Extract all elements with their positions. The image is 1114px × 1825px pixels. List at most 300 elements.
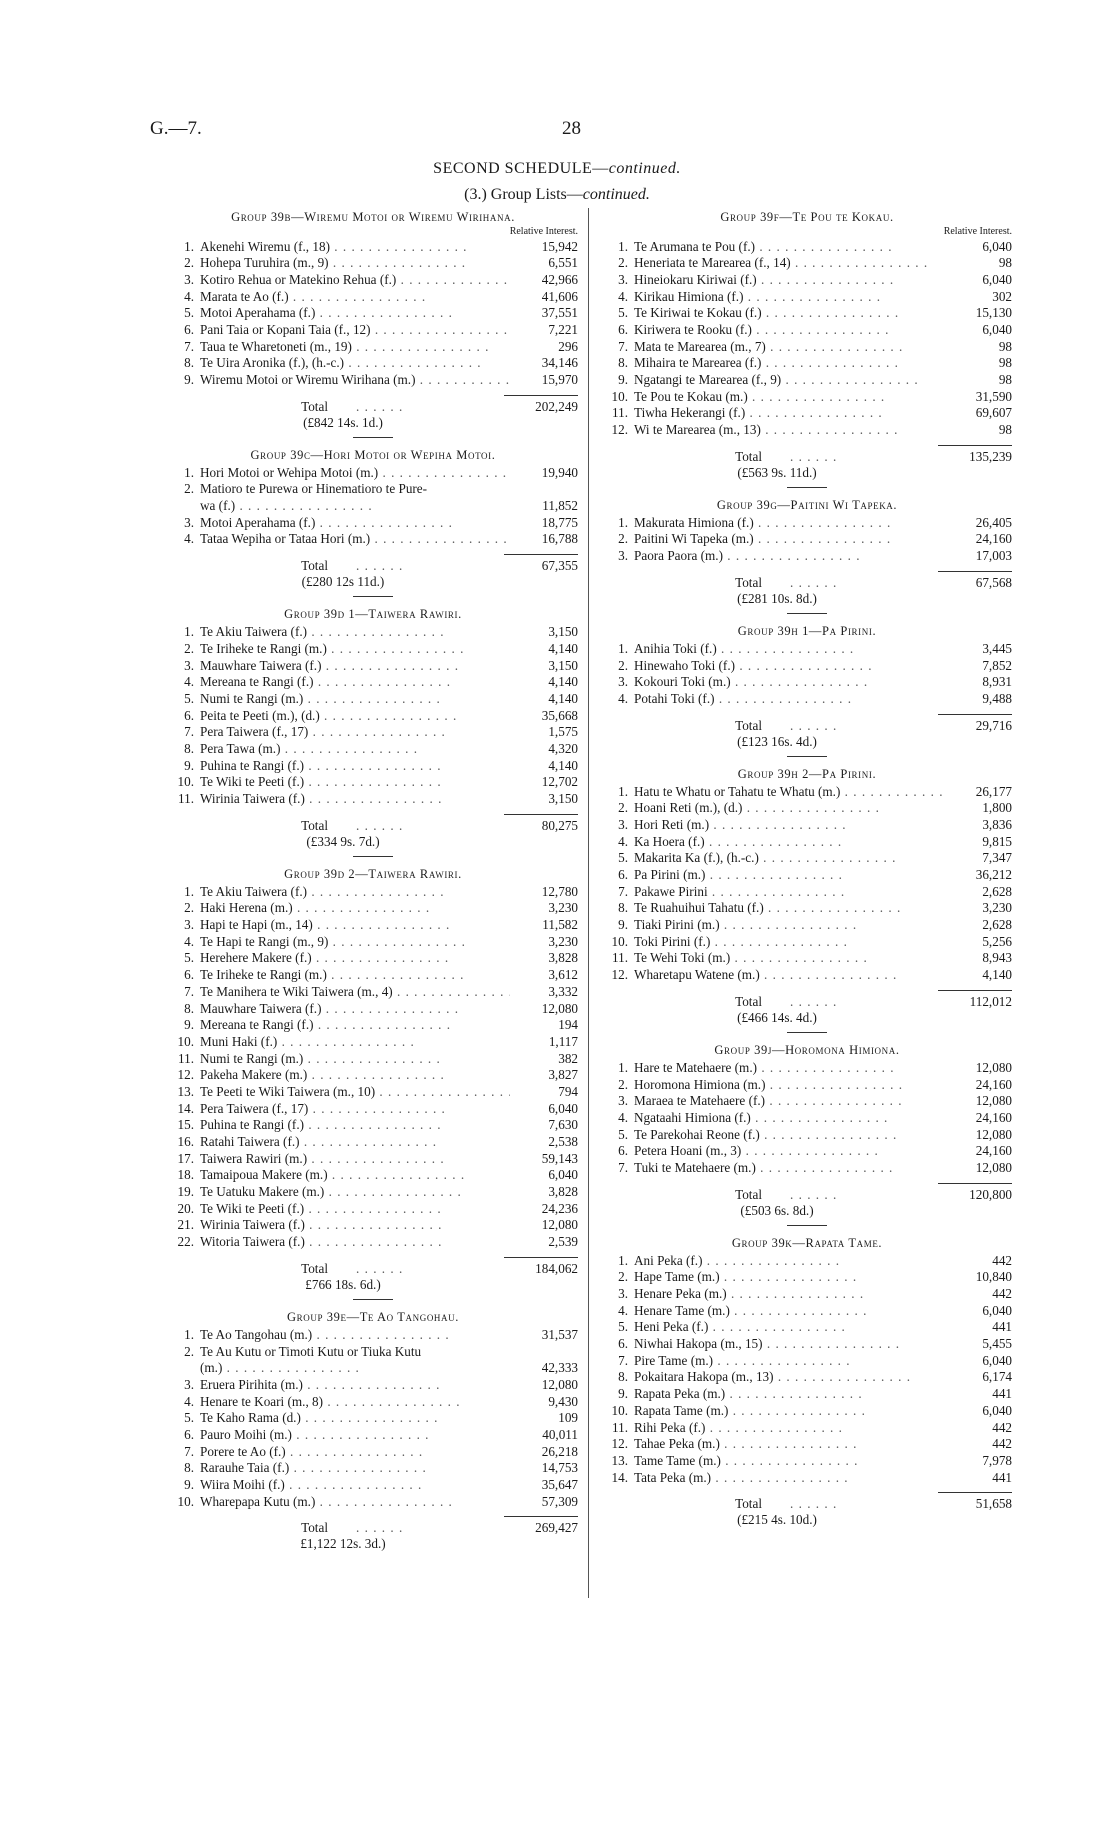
total-block [168, 1257, 578, 1293]
relative-interest-value: 19,940 [541, 464, 578, 480]
list-item [602, 1336, 1012, 1353]
list-item [168, 950, 578, 967]
relative-interest-value: 3,612 [548, 967, 578, 983]
total-row [602, 993, 1012, 1010]
item-number: 3. [618, 1286, 628, 1301]
owner-name: Kiriwera te Rooku (f.) . . [634, 322, 944, 339]
relative-interest-value: 7,630 [548, 1117, 578, 1133]
list-item [602, 674, 1012, 691]
relative-interest-value: 442 [992, 1436, 1012, 1452]
list-item [168, 1151, 578, 1168]
item-number: 3. [618, 816, 628, 832]
owner-name: Motoi Aperahama (f.) . . [200, 515, 510, 532]
list-item [168, 967, 578, 984]
owner-name: Te Akiu Taiwera (f.) . . [200, 884, 510, 901]
owner-name: Hineiokaru Kiriwai (f.) . . [634, 272, 944, 289]
group-title: Group 39d 2—Taiwera Rawiri. [284, 866, 462, 881]
owner-name: Tame Tame (m.) . . [634, 1453, 944, 1470]
list-item [602, 867, 1012, 884]
owner-name: Henare te Koari (m., 8) . . [200, 1394, 510, 1411]
group-section [602, 1043, 1012, 1219]
total-row [602, 717, 1012, 734]
total-row [602, 1495, 1012, 1512]
relative-interest-value: 441 [992, 1386, 1012, 1402]
item-number: 2. [184, 255, 194, 271]
group-section [602, 1236, 1012, 1529]
list-item [168, 641, 578, 658]
list-item [168, 1494, 578, 1511]
total-label: Total [301, 1520, 328, 1536]
relative-interest-value: 3,828 [548, 1184, 578, 1200]
owner-name: Te Ruahuihui Tahatu (f.) . . [634, 900, 944, 917]
relative-interest-value: 59,143 [541, 1150, 578, 1166]
relative-interest-value: 6,174 [982, 1369, 1012, 1385]
list-item [168, 498, 578, 515]
list-item [168, 1410, 578, 1427]
list-item [602, 1253, 1012, 1270]
list-item [168, 984, 578, 1001]
relative-interest-value: 98 [998, 372, 1012, 387]
total-amount: (£281 10s. 8d.) [737, 590, 817, 606]
list-item [168, 624, 578, 641]
item-number: 4. [184, 288, 194, 304]
list-item [602, 339, 1012, 356]
owner-name: Anihia Toki (f.) . . [634, 641, 944, 658]
list-item [602, 950, 1012, 967]
total-rule [504, 554, 578, 555]
relative-interest-value: 6,040 [982, 1402, 1012, 1418]
list-item [602, 850, 1012, 867]
owner-name: Heneriata te Marearea (f., 14) . . [634, 255, 944, 272]
relative-interest-value: 2,628 [982, 883, 1012, 899]
item-number: 5. [184, 1410, 194, 1426]
item-number: 4. [184, 531, 194, 547]
list-item [602, 322, 1012, 339]
item-number: 4. [184, 933, 194, 949]
item-number: 22. [177, 1234, 194, 1250]
total-row [168, 557, 578, 574]
group-title: Group 39h 1—Pa Pirini. [737, 623, 877, 638]
group-section [168, 867, 578, 1293]
item-number: 9. [184, 372, 194, 387]
owner-name: Peita te Peeti (m.), (d.) . . [200, 708, 510, 725]
total-rule [504, 395, 578, 396]
relative-interest-value: 3,230 [548, 900, 578, 916]
relative-interest-value: 98 [998, 255, 1012, 271]
item-number: 13. [611, 1452, 628, 1468]
list-item [168, 255, 578, 272]
item-number: 11. [178, 1050, 194, 1066]
document-code: G.—7. [150, 118, 202, 139]
item-number: 9. [618, 1386, 628, 1402]
item-number: 8. [618, 900, 628, 916]
relative-interest-value: 4,140 [548, 674, 578, 690]
section-divider [353, 1299, 393, 1300]
owner-name: Motoi Aperahama (f.) . . [200, 305, 510, 322]
relative-interest-value: 7,347 [982, 850, 1012, 866]
relative-interest-value: 7,978 [982, 1452, 1012, 1468]
list-item [602, 934, 1012, 951]
list-item [168, 481, 578, 498]
list-item [168, 1234, 578, 1251]
list-item [168, 1051, 578, 1068]
list-item [168, 1084, 578, 1101]
owner-name: Herehere Makere (f.) . . [200, 950, 510, 967]
item-number: 1. [184, 238, 194, 254]
total-leader-dots: . . . . . . [356, 1520, 404, 1536]
item-number: 9. [184, 1017, 194, 1033]
list-item [602, 1127, 1012, 1144]
list-item [168, 1017, 578, 1034]
relative-interest-value: 31,590 [975, 388, 1012, 404]
owner-name: Tamaipoua Makere (m.) . . [200, 1167, 510, 1184]
owner-name: Porere te Ao (f.) . . [200, 1444, 510, 1461]
group-section [168, 607, 578, 850]
item-number: 20. [177, 1200, 194, 1216]
list-item [602, 784, 1012, 801]
relative-interest-value: 15,970 [541, 372, 578, 387]
item-number: 6. [184, 1426, 194, 1442]
total-value: 51,658 [975, 1496, 1012, 1512]
item-number: 8. [184, 355, 194, 371]
relative-interest-value: 296 [558, 338, 578, 354]
total-amount: (£215 4s. 10d.) [737, 1512, 817, 1528]
item-number: 10. [177, 1493, 194, 1509]
owner-name: Toki Pirini (f.) . . [634, 934, 944, 951]
list-item [602, 389, 1012, 406]
relative-interest-value: 3,150 [548, 657, 578, 673]
owner-name: Wharetapu Watene (m.) . . [634, 967, 944, 984]
owner-name: Mata te Marearea (m., 7) . . [634, 339, 944, 356]
owner-name: Wirinia Taiwera (f.) . . [200, 1217, 510, 1234]
item-number: 1. [184, 883, 194, 899]
item-number: 19. [177, 1184, 194, 1200]
total-rule [938, 990, 1012, 991]
item-number: 18. [177, 1167, 194, 1183]
total-value: 184,062 [535, 1260, 578, 1276]
item-number: 10. [611, 933, 628, 949]
item-number: 3. [618, 271, 628, 287]
total-label: Total [735, 448, 762, 464]
owner-name: Henare Peka (m.) . . [634, 1286, 944, 1303]
item-number: 7. [184, 983, 194, 999]
list-item [602, 272, 1012, 289]
owner-name: Ratahi Taiwera (f.) . . [200, 1134, 510, 1151]
total-row [602, 448, 1012, 465]
owner-name: Pire Tame (m.) . . [634, 1353, 944, 1370]
owner-name: Taua te Wharetoneti (m., 19) . . [200, 339, 510, 356]
owner-name: Horomona Himiona (m.) . . [634, 1077, 944, 1094]
relative-interest-value: 98 [998, 355, 1012, 371]
relative-interest-value: 6,040 [982, 1302, 1012, 1318]
relative-interest-value: 12,702 [541, 774, 578, 790]
list-item [602, 1403, 1012, 1420]
relative-interest-value: 35,668 [541, 707, 578, 723]
list-item [602, 800, 1012, 817]
relative-interest-value: 2,538 [548, 1134, 578, 1149]
list-item [168, 1344, 578, 1361]
relative-interest-value: 15,942 [541, 238, 578, 254]
owner-name: Te Au Kutu or Timoti Kutu or Tiuka Kutu [200, 1343, 422, 1359]
relative-interest-value: 15,130 [975, 305, 1012, 321]
owner-name: Tiaki Pirini (m.) . . [634, 917, 944, 934]
list-item [602, 967, 1012, 984]
total-row [168, 1260, 578, 1277]
owner-name: Mauwhare Taiwera (f.) . . [200, 1001, 510, 1018]
page-header [130, 118, 990, 142]
relative-interest-value: 40,011 [542, 1426, 578, 1442]
list-item [602, 1143, 1012, 1160]
total-value: 80,275 [541, 817, 578, 833]
total-rule [938, 714, 1012, 715]
list-item [168, 884, 578, 901]
right-column [602, 210, 1012, 1528]
owner-name: Te Wehi Toki (m.) . . [634, 950, 944, 967]
relative-interest-value: 7,852 [982, 657, 1012, 673]
total-value: 29,716 [975, 717, 1012, 733]
group-section [168, 210, 578, 431]
owner-name: Te Wiki te Peeti (f.) . . [200, 774, 510, 791]
total-label: Total [735, 993, 762, 1009]
list-item [602, 515, 1012, 532]
relative-interest-value: 31,537 [541, 1326, 578, 1342]
item-number: 1. [618, 514, 628, 530]
owner-name: Rapata Tame (m.) . . [634, 1403, 944, 1420]
total-block [602, 445, 1012, 481]
relative-interest-value: 5,455 [982, 1336, 1012, 1352]
relative-interest-value: 9,430 [548, 1393, 578, 1409]
list-item [168, 1427, 578, 1444]
item-number: 6. [184, 967, 194, 983]
item-number: 14. [611, 1469, 628, 1485]
total-amount: (£842 14s. 1d.) [303, 414, 383, 430]
group-section [602, 767, 1012, 1026]
total-amount: £766 18s. 6d.) [305, 1276, 381, 1292]
owner-name: Rarauhe Taia (f.) . . [200, 1460, 510, 1477]
list-item [602, 1110, 1012, 1127]
relative-interest-value: 2,539 [548, 1234, 578, 1250]
list-item [168, 1377, 578, 1394]
item-number: 2. [184, 481, 194, 497]
group-lists-title [0, 186, 1114, 204]
owner-name: Pauro Moihi (m.) . . [200, 1427, 510, 1444]
item-number: 5. [184, 950, 194, 966]
item-number: 8. [184, 1000, 194, 1016]
owner-name: Pokaitara Hakopa (m., 13) . . [634, 1369, 944, 1386]
owner-name: Niwhai Hakopa (m., 15) . . [634, 1336, 944, 1353]
relative-interest-value: 26,218 [541, 1443, 578, 1459]
owner-name: Ngatangi te Marearea (f., 9) . . [634, 372, 944, 389]
item-number: 6. [184, 321, 194, 337]
owner-name: Tahae Peka (m.) . . [634, 1436, 944, 1453]
relative-interest-value: 3,230 [548, 933, 578, 949]
item-number: 7. [618, 1159, 628, 1175]
owner-name: Hape Tame (m.) . . [634, 1269, 944, 1286]
owner-name: Tata Peka (m.) . . [634, 1470, 944, 1487]
list-item [168, 1460, 578, 1477]
list-item [602, 305, 1012, 322]
owner-name: Pera Taiwera (f., 17) . . [200, 724, 510, 741]
relative-interest-value: 12,080 [975, 1159, 1012, 1175]
relative-interest-value: 37,551 [541, 305, 578, 321]
list-item [602, 658, 1012, 675]
owner-name: Te Iriheke te Rangi (m.) . . [200, 641, 510, 658]
list-item [602, 1353, 1012, 1370]
item-number: 11. [612, 405, 628, 421]
list-item [168, 774, 578, 791]
relative-interest-value: 8,943 [982, 950, 1012, 966]
list-item [602, 289, 1012, 306]
list-item [168, 791, 578, 808]
owner-name: Paitini Wi Tapeka (m.) . . [634, 531, 944, 548]
total-block [168, 1516, 578, 1552]
list-item [168, 322, 578, 339]
item-number: 6. [618, 1336, 628, 1352]
relative-interest-value: 3,836 [982, 816, 1012, 832]
group-section [602, 498, 1012, 607]
item-number: 16. [177, 1134, 194, 1149]
relative-interest-value: 6,040 [548, 1100, 578, 1116]
relative-interest-value: 2,628 [982, 917, 1012, 933]
relative-interest-value: 3,445 [982, 640, 1012, 656]
relative-interest-value: 98 [998, 338, 1012, 354]
relative-interest-value: 4,320 [548, 740, 578, 756]
list-item [168, 724, 578, 741]
total-leader-dots: . . . . . . [356, 1260, 404, 1276]
list-item [602, 422, 1012, 439]
item-number: 1. [184, 464, 194, 480]
item-number: 15. [177, 1117, 194, 1133]
total-block [602, 714, 1012, 750]
owner-name: Ani Peka (f.) . . [634, 1253, 944, 1270]
relative-interest-header: Relative Interest. [509, 226, 578, 237]
owner-name: Puhina te Rangi (f.) . . [200, 758, 510, 775]
owner-name: Mereana te Rangi (f.) . . [200, 674, 510, 691]
total-label: Total [301, 1260, 328, 1276]
list-item [602, 372, 1012, 389]
item-number: 4. [618, 833, 628, 849]
item-number: 3. [184, 1376, 194, 1392]
list-item [168, 239, 578, 256]
relative-interest-value: 4,140 [548, 690, 578, 706]
item-number: 3. [618, 548, 628, 564]
item-number: 12. [177, 1067, 194, 1083]
list-item [168, 289, 578, 306]
list-item [168, 1101, 578, 1118]
total-block [168, 814, 578, 850]
total-amount: (£503 6s. 8d.) [740, 1202, 814, 1218]
column-divider [588, 208, 589, 1598]
total-block [168, 554, 578, 590]
owner-name: Mauwhare Taiwera (f.) . . [200, 658, 510, 675]
item-number: 2. [618, 531, 628, 547]
item-number: 12. [611, 1436, 628, 1452]
relative-interest-value: 12,080 [975, 1093, 1012, 1109]
list-item [602, 691, 1012, 708]
owner-name: Witoria Taiwera (f.) . . [200, 1234, 510, 1251]
item-number: 4. [618, 1109, 628, 1125]
item-number: 3. [618, 674, 628, 690]
list-item [168, 1134, 578, 1151]
relative-interest-value: 9,815 [982, 833, 1012, 849]
relative-interest-value: 7,221 [548, 321, 578, 337]
item-number: 12. [611, 967, 628, 983]
relative-interest-value: 441 [992, 1469, 1012, 1485]
list-item [168, 758, 578, 775]
owner-name: Pera Taiwera (f., 17) . . [200, 1101, 510, 1118]
total-leader-dots: . . . . . . [790, 717, 838, 733]
item-number: 1. [184, 1326, 194, 1342]
relative-interest-value: 3,827 [548, 1067, 578, 1083]
owner-name: Hare te Matehaere (m.) . . [634, 1060, 944, 1077]
relative-interest-value: 24,236 [541, 1200, 578, 1216]
owner-name: Pakawe Pirini . . [634, 884, 944, 901]
owner-name: Potahi Toki (f.) . . [634, 691, 944, 708]
total-label: Total [301, 558, 328, 574]
owner-name: Te Wiki te Peeti (f.) . . [200, 1201, 510, 1218]
item-number: 5. [618, 1319, 628, 1335]
owner-name: Mereana te Rangi (f.) . . [200, 1017, 510, 1034]
relative-interest-value: 41,606 [541, 288, 578, 304]
item-number: 3. [184, 917, 194, 933]
item-number: 3. [618, 1093, 628, 1109]
item-number: 8. [618, 1369, 628, 1385]
list-item [602, 1436, 1012, 1453]
relative-interest-value: 42,966 [541, 271, 578, 287]
group-title: Group 39k—Rapata Tame. [731, 1235, 883, 1250]
owner-name: Makarita Ka (f.), (h.-c.) . . [634, 850, 944, 867]
list-item [602, 900, 1012, 917]
item-number: 7. [618, 883, 628, 899]
relative-interest-value: 302 [992, 288, 1012, 304]
relative-interest-value: 4,140 [982, 967, 1012, 983]
total-leader-dots: . . . . . . [356, 817, 404, 833]
owner-name: Muni Haki (f.) . . [200, 1034, 510, 1051]
relative-interest-value: 6,551 [548, 255, 578, 271]
owner-name: Hoani Reti (m.), (d.) . . [634, 800, 944, 817]
total-amount: (£123 16s. 4d.) [737, 733, 817, 749]
relative-interest-value: 24,160 [975, 1076, 1012, 1092]
owner-name: Ngataahi Himiona (f.) . . [634, 1110, 944, 1127]
total-block [602, 990, 1012, 1026]
list-item [602, 641, 1012, 658]
item-number: 9. [184, 1477, 194, 1492]
group-section [602, 210, 1012, 481]
item-number: 4. [618, 288, 628, 304]
list-item [168, 1117, 578, 1134]
total-block [168, 395, 578, 431]
relative-interest-value: 24,160 [975, 531, 1012, 547]
owner-name: Rihi Peka (f.) . . [634, 1420, 944, 1437]
total-row [602, 1186, 1012, 1203]
list-item [168, 1360, 578, 1377]
owner-name: Puhina te Rangi (f.) . . [200, 1117, 510, 1134]
owner-name: Hohepa Turuhira (m., 9) . . [200, 255, 510, 272]
relative-interest-value: 11,582 [542, 917, 578, 933]
relative-interest-value: 11,852 [542, 498, 578, 514]
list-item [168, 1184, 578, 1201]
item-number: 13. [177, 1083, 194, 1099]
list-item [168, 1001, 578, 1018]
total-row [168, 1519, 578, 1536]
total-leader-dots: . . . . . . [790, 574, 838, 590]
list-item [168, 515, 578, 532]
list-item [168, 1067, 578, 1084]
relative-interest-value: 6,040 [982, 1352, 1012, 1368]
relative-interest-value: 442 [992, 1419, 1012, 1435]
total-rule [504, 1516, 578, 1517]
page-number: 28 [562, 118, 581, 139]
